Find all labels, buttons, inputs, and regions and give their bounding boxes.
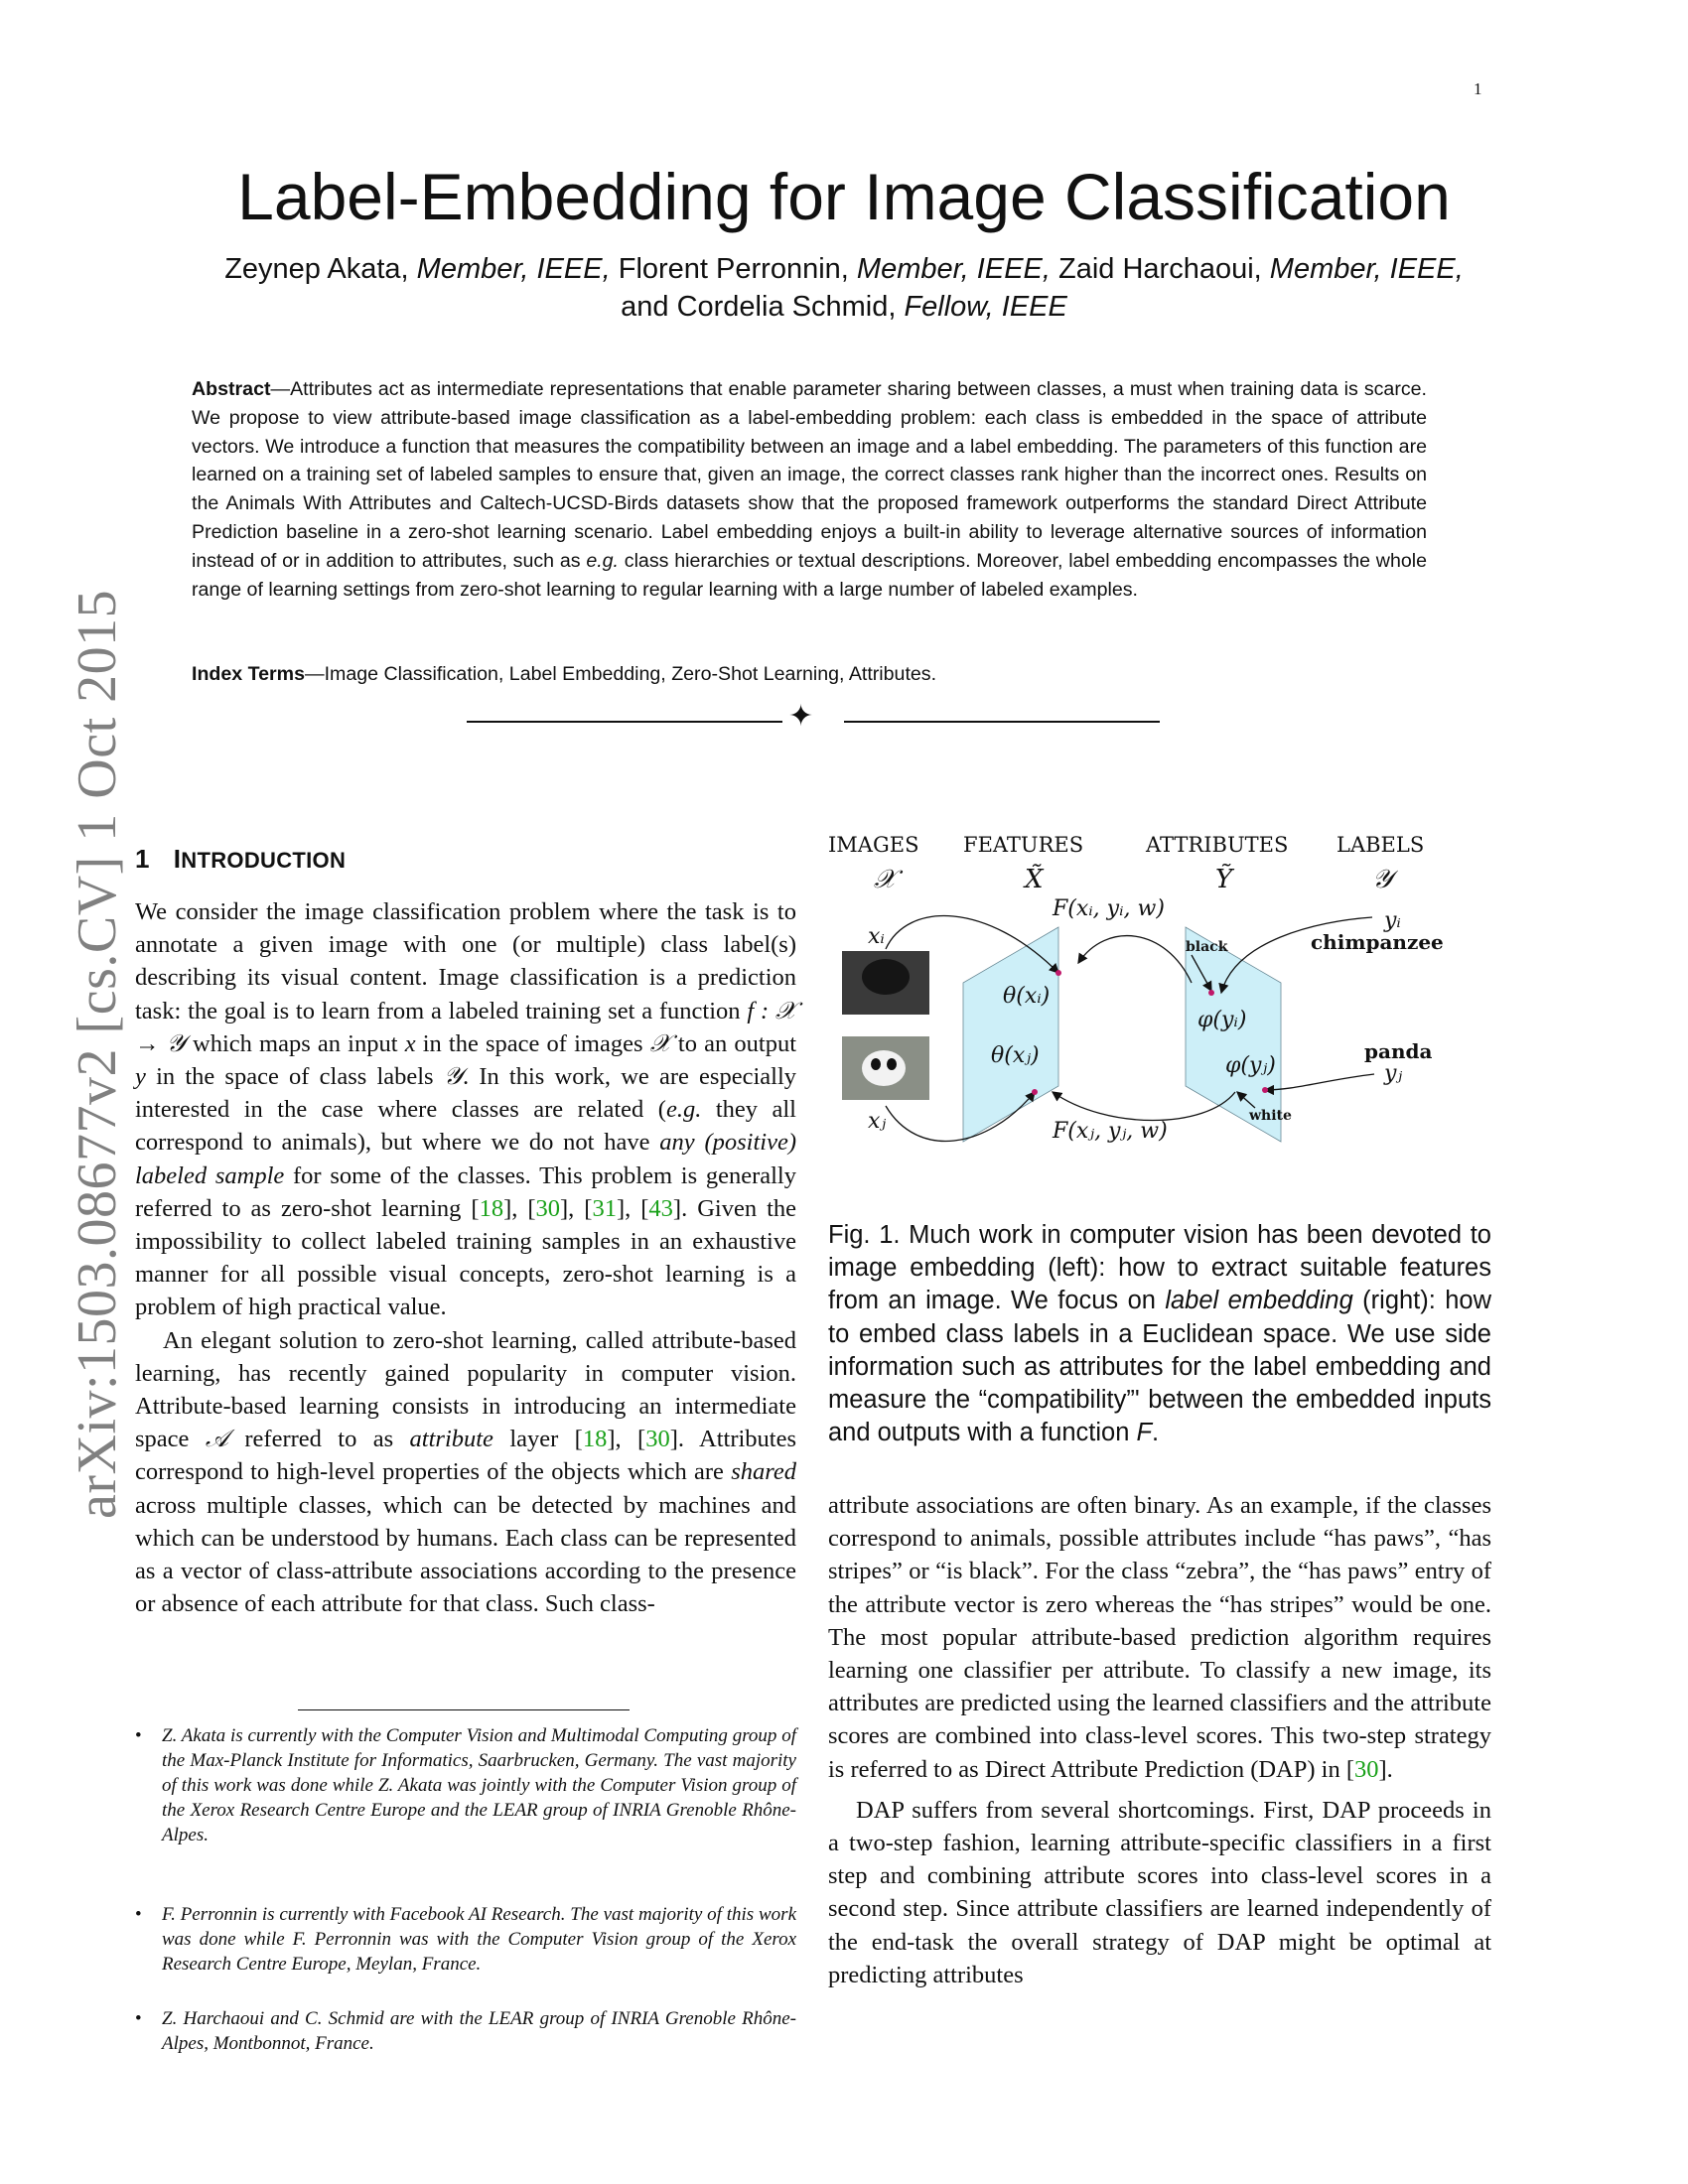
label-phi-i: φ(yᵢ) (1197, 1008, 1247, 1032)
paper-title: Label-Embedding for Image Classification (237, 160, 1451, 233)
text-run: across multiple classes, which can be detected by machines and which can be understood by humans. Each class can be represented as a vector of class-attribute associations according to the presence or absence of each attribute for that class. Such class- (135, 1491, 796, 1618)
label-yj: yⱼ (1384, 1061, 1403, 1086)
abstract (192, 375, 1427, 604)
label-white: white (1249, 1108, 1292, 1124)
chimpanzee-shape (862, 959, 910, 995)
text-emph: attribute (409, 1426, 493, 1453)
author-role: Member, IEEE, (856, 253, 1051, 285)
text-run: ], [ (616, 1194, 649, 1222)
footnotes (135, 1723, 796, 2061)
panda-eye (887, 1058, 897, 1070)
text-run: in the space of class labels (145, 1063, 444, 1091)
label-theta-i: θ(xᵢ) (1003, 984, 1051, 1009)
header-features: FEATURES (963, 833, 1084, 857)
intro-paragraph-2 (135, 1324, 796, 1621)
footnote-item (135, 1902, 796, 1977)
footnote-text: Z. Akata is currently with the Computer Vision and Multimodal Computing group of the Max-Planck Institute for Informatics, Saarbrucken, Germany. The vast majority of this work was done while Z. Akata was jointly with the Computer Vision group of the Xerox Research Centre Europe and the LEAR group of INRIA Grenoble Rhône-Alpes. (162, 1725, 796, 1845)
label-theta-j: θ(xⱼ) (991, 1043, 1040, 1068)
header-images: IMAGES (828, 833, 919, 857)
divider-right (844, 721, 1160, 723)
text-run: layer [ (492, 1426, 583, 1453)
text-emph: shared (731, 1458, 796, 1486)
citation-link[interactable]: 31 (592, 1194, 617, 1222)
space-X: 𝒳 (874, 865, 897, 894)
author-role: Member, IEEE, (1269, 253, 1464, 285)
abstract-text: class hierarchies or textual descriptions. Moreover, label embedding encompasses the whole range of learning settings from zero-shot learning to regular learning with a large number of labeled examples. (192, 549, 1427, 601)
intro-column-left (135, 895, 796, 1620)
label-black: black (1186, 939, 1228, 955)
footnote-item (135, 1723, 796, 1847)
section-initial: I (173, 844, 182, 874)
abstract-eg: e.g. (586, 549, 619, 572)
author-name: Florent Perronnin, (618, 253, 849, 285)
label-chimpanzee: chimpanzee (1311, 930, 1444, 954)
text-emph: e.g. (665, 1096, 702, 1124)
math-inline: 𝒴 (443, 1063, 464, 1091)
citation-link[interactable]: 18 (582, 1426, 608, 1453)
math-inline: f : 𝒳 → 𝒴 (135, 997, 796, 1057)
text-run: which maps an input (185, 1029, 405, 1057)
footnote-item (135, 2006, 796, 2056)
index-terms (192, 663, 1427, 686)
point-phi-i (1208, 990, 1214, 996)
arrow-phi-to-theta-top (1078, 936, 1192, 983)
space-Y: 𝒴 (1372, 865, 1393, 894)
author-name: and Cordelia Schmid, (621, 291, 897, 323)
text-run: to an output (670, 1029, 796, 1057)
right-paragraph-2 (828, 1794, 1491, 1991)
section-title-rest: NTRODUCTION (181, 848, 347, 873)
space-X-tilde: X̃ (1025, 865, 1044, 894)
math-inline: x (404, 1029, 416, 1057)
text-run: We consider the image classification problem where the task is to annotate a given image with one (or multiple) class label(s) describing its visual content. Image classification is a prediction task: the goal is to learn from a labeled training set a function (135, 898, 796, 1024)
text-run: referred to as (228, 1426, 410, 1453)
divider-glyph: ✦ (788, 700, 814, 733)
caption-text: . (1152, 1419, 1160, 1447)
text-run: ], [ (503, 1194, 536, 1222)
arrow-yj-to-phi (1265, 1074, 1374, 1090)
text-run: attribute associations are often binary. As an example, if the classes correspond to animals, possible attributes include “has paws”, “has stripes” or “is black”. For the class “zebra”, the “has paws” entry of the attribute vector is zero whereas the “has stripes” would be one. The most popular attribute-based prediction algorithm requires learning one classifier per attribute. To classify a new image, its attributes are predicted using the learned classifiers and the attribute scores are combined into class-level scores. This two-step strategy is referred to as Direct Attribute Prediction (DAP) in [ (828, 1492, 1491, 1783)
panda-eye (871, 1058, 881, 1070)
text-run: ]. Given the impossibility to collect labeled training samples in an exhaustive manner for all possible visual concepts, zero-shot learning is a problem of high practical value. (135, 1194, 797, 1321)
text-run: . In this work, we are especially interested in the case where classes are related ( (135, 1063, 796, 1124)
bullet-icon: • (135, 1904, 142, 1925)
label-F-top: F(xᵢ, yᵢ, w) (1053, 896, 1165, 921)
intro-column-right (828, 1489, 1491, 1991)
index-terms-text: —Image Classification, Label Embedding, Zero-Shot Learning, Attributes. (304, 663, 937, 685)
author-name: Zaid Harchaoui, (1058, 253, 1262, 285)
text-run: ]. Attributes correspond to high-level properties of the objects which are (135, 1426, 796, 1486)
intro-paragraph-1 (135, 895, 796, 1324)
footnote-text: F. Perronnin is currently with Facebook AI Research. The vast majority of this work was done while F. Perronnin was with the Computer Vision group of the Xerox Research Centre Europe, Meylan, France. (162, 1904, 796, 1975)
point-theta-j (1032, 1089, 1038, 1095)
text-run: ], [ (607, 1426, 646, 1453)
text-run: DAP suffers from several shortcomings. First, DAP proceeds in a two-step fashion, learning attribute-specific classifiers in a first step and combining attribute scores into class-level scores in a second step. Since attribute classifiers are learned independently of the end-task the overall strategy of DAP might be optimal at predicting attributes (828, 1796, 1491, 1988)
label-xj: xⱼ (868, 1109, 887, 1134)
text-run: they all correspond to animals), but where we do not have (135, 1096, 796, 1157)
text-run: ], [ (560, 1194, 593, 1222)
math-inline: 𝒜 (205, 1426, 228, 1453)
point-phi-j (1262, 1087, 1268, 1093)
page-number: 1 (1474, 79, 1482, 98)
panda-shape (862, 1050, 906, 1086)
index-terms-label: Index Terms (192, 663, 305, 685)
text-run: An elegant solution to zero-shot learning, called attribute-based learning, has recently gained popularity in computer vision. Attribute-based learning consists in introducing an intermediate space (135, 1326, 796, 1453)
citation-link[interactable]: 30 (535, 1194, 561, 1222)
header-labels: LABELS (1336, 833, 1425, 857)
caption-emph: label embedding (1165, 1287, 1353, 1315)
arxiv-stamp: arXiv:1503.08677v2 [cs.CV] 1 Oct 2015 (67, 589, 128, 1519)
abstract-text: —Attributes act as intermediate representations that enable parameter sharing between classes, a must when training data is scarce. We propose to view attribute-based image classification as a label-embedding problem: each class is embedded in the space of attribute vectors. We introduce a function that measures the compatibility between an image and a label embedding. The parameters of this function are learned on a training set of labeled samples to ensure that, given an image, the correct classes rank higher than the incorrect ones. Results on the Animals With Attributes and Caltech-UCSD-Birds datasets show that the proposed framework outperforms the standard Direct Attribute Prediction baseline in a zero-shot learning scenario. Label embedding enjoys a built-in ability to leverage alternative sources of information instead of or in addition to attributes, such as (192, 378, 1427, 572)
citation-link[interactable]: 18 (479, 1194, 504, 1222)
author-role: Fellow, IEEE (904, 291, 1067, 323)
math-inline: F (1136, 1419, 1153, 1447)
citation-link[interactable]: 43 (648, 1194, 673, 1222)
label-xi: xᵢ (868, 924, 885, 949)
label-F-bottom: F(xⱼ, yⱼ, w) (1053, 1119, 1168, 1144)
author-list (119, 250, 1569, 326)
text-run: in the space of images (415, 1029, 650, 1057)
math-inline: y (135, 1063, 146, 1091)
label-phi-j: φ(yⱼ) (1225, 1053, 1276, 1078)
citation-link[interactable]: 30 (645, 1426, 670, 1453)
text-run: ]. (1378, 1755, 1393, 1783)
caption-text: (right): how to embed class labels in a Euclidean space. We use side information such as attributes for the label embedding and measure the “compatibility”' between the embedded inputs and outputs with a function (828, 1287, 1492, 1447)
point-theta-i (1055, 970, 1061, 976)
section-number: 1 (135, 844, 150, 874)
text-run: for some of the classes. This problem is generally referred to as zero-shot learning [ (135, 1161, 796, 1222)
author-role: Member, IEEE, (416, 253, 611, 285)
space-Y-tilde: Ỹ (1215, 865, 1233, 894)
figure-1 (828, 832, 1491, 1160)
label-panda: panda (1364, 1039, 1433, 1063)
bullet-icon: • (135, 1725, 142, 1746)
right-paragraph-1 (828, 1489, 1491, 1786)
abstract-label: Abstract (192, 378, 271, 400)
footnote-text: Z. Harchaoui and C. Schmid are with the LEAR group of INRIA Grenoble Rhône-Alpes, Montbonnot, France. (162, 2008, 796, 2054)
figure-caption (828, 1219, 1491, 1449)
section-heading (135, 844, 346, 875)
author-name: Zeynep Akata, (224, 253, 409, 285)
citation-link[interactable]: 30 (1354, 1755, 1379, 1783)
bullet-icon: • (135, 2008, 142, 2029)
text-emph: any (positive) labeled sample (135, 1129, 796, 1189)
header-attributes: ATTRIBUTES (1146, 833, 1289, 857)
divider-left (467, 721, 782, 723)
label-yi: yᵢ (1384, 908, 1401, 933)
math-inline: 𝒳 (649, 1029, 671, 1057)
footnote-rule (298, 1709, 630, 1710)
caption-text: Fig. 1. Much work in computer vision has been devoted to image embedding (left): how to extract suitable features from an image. We focus on (828, 1221, 1491, 1315)
